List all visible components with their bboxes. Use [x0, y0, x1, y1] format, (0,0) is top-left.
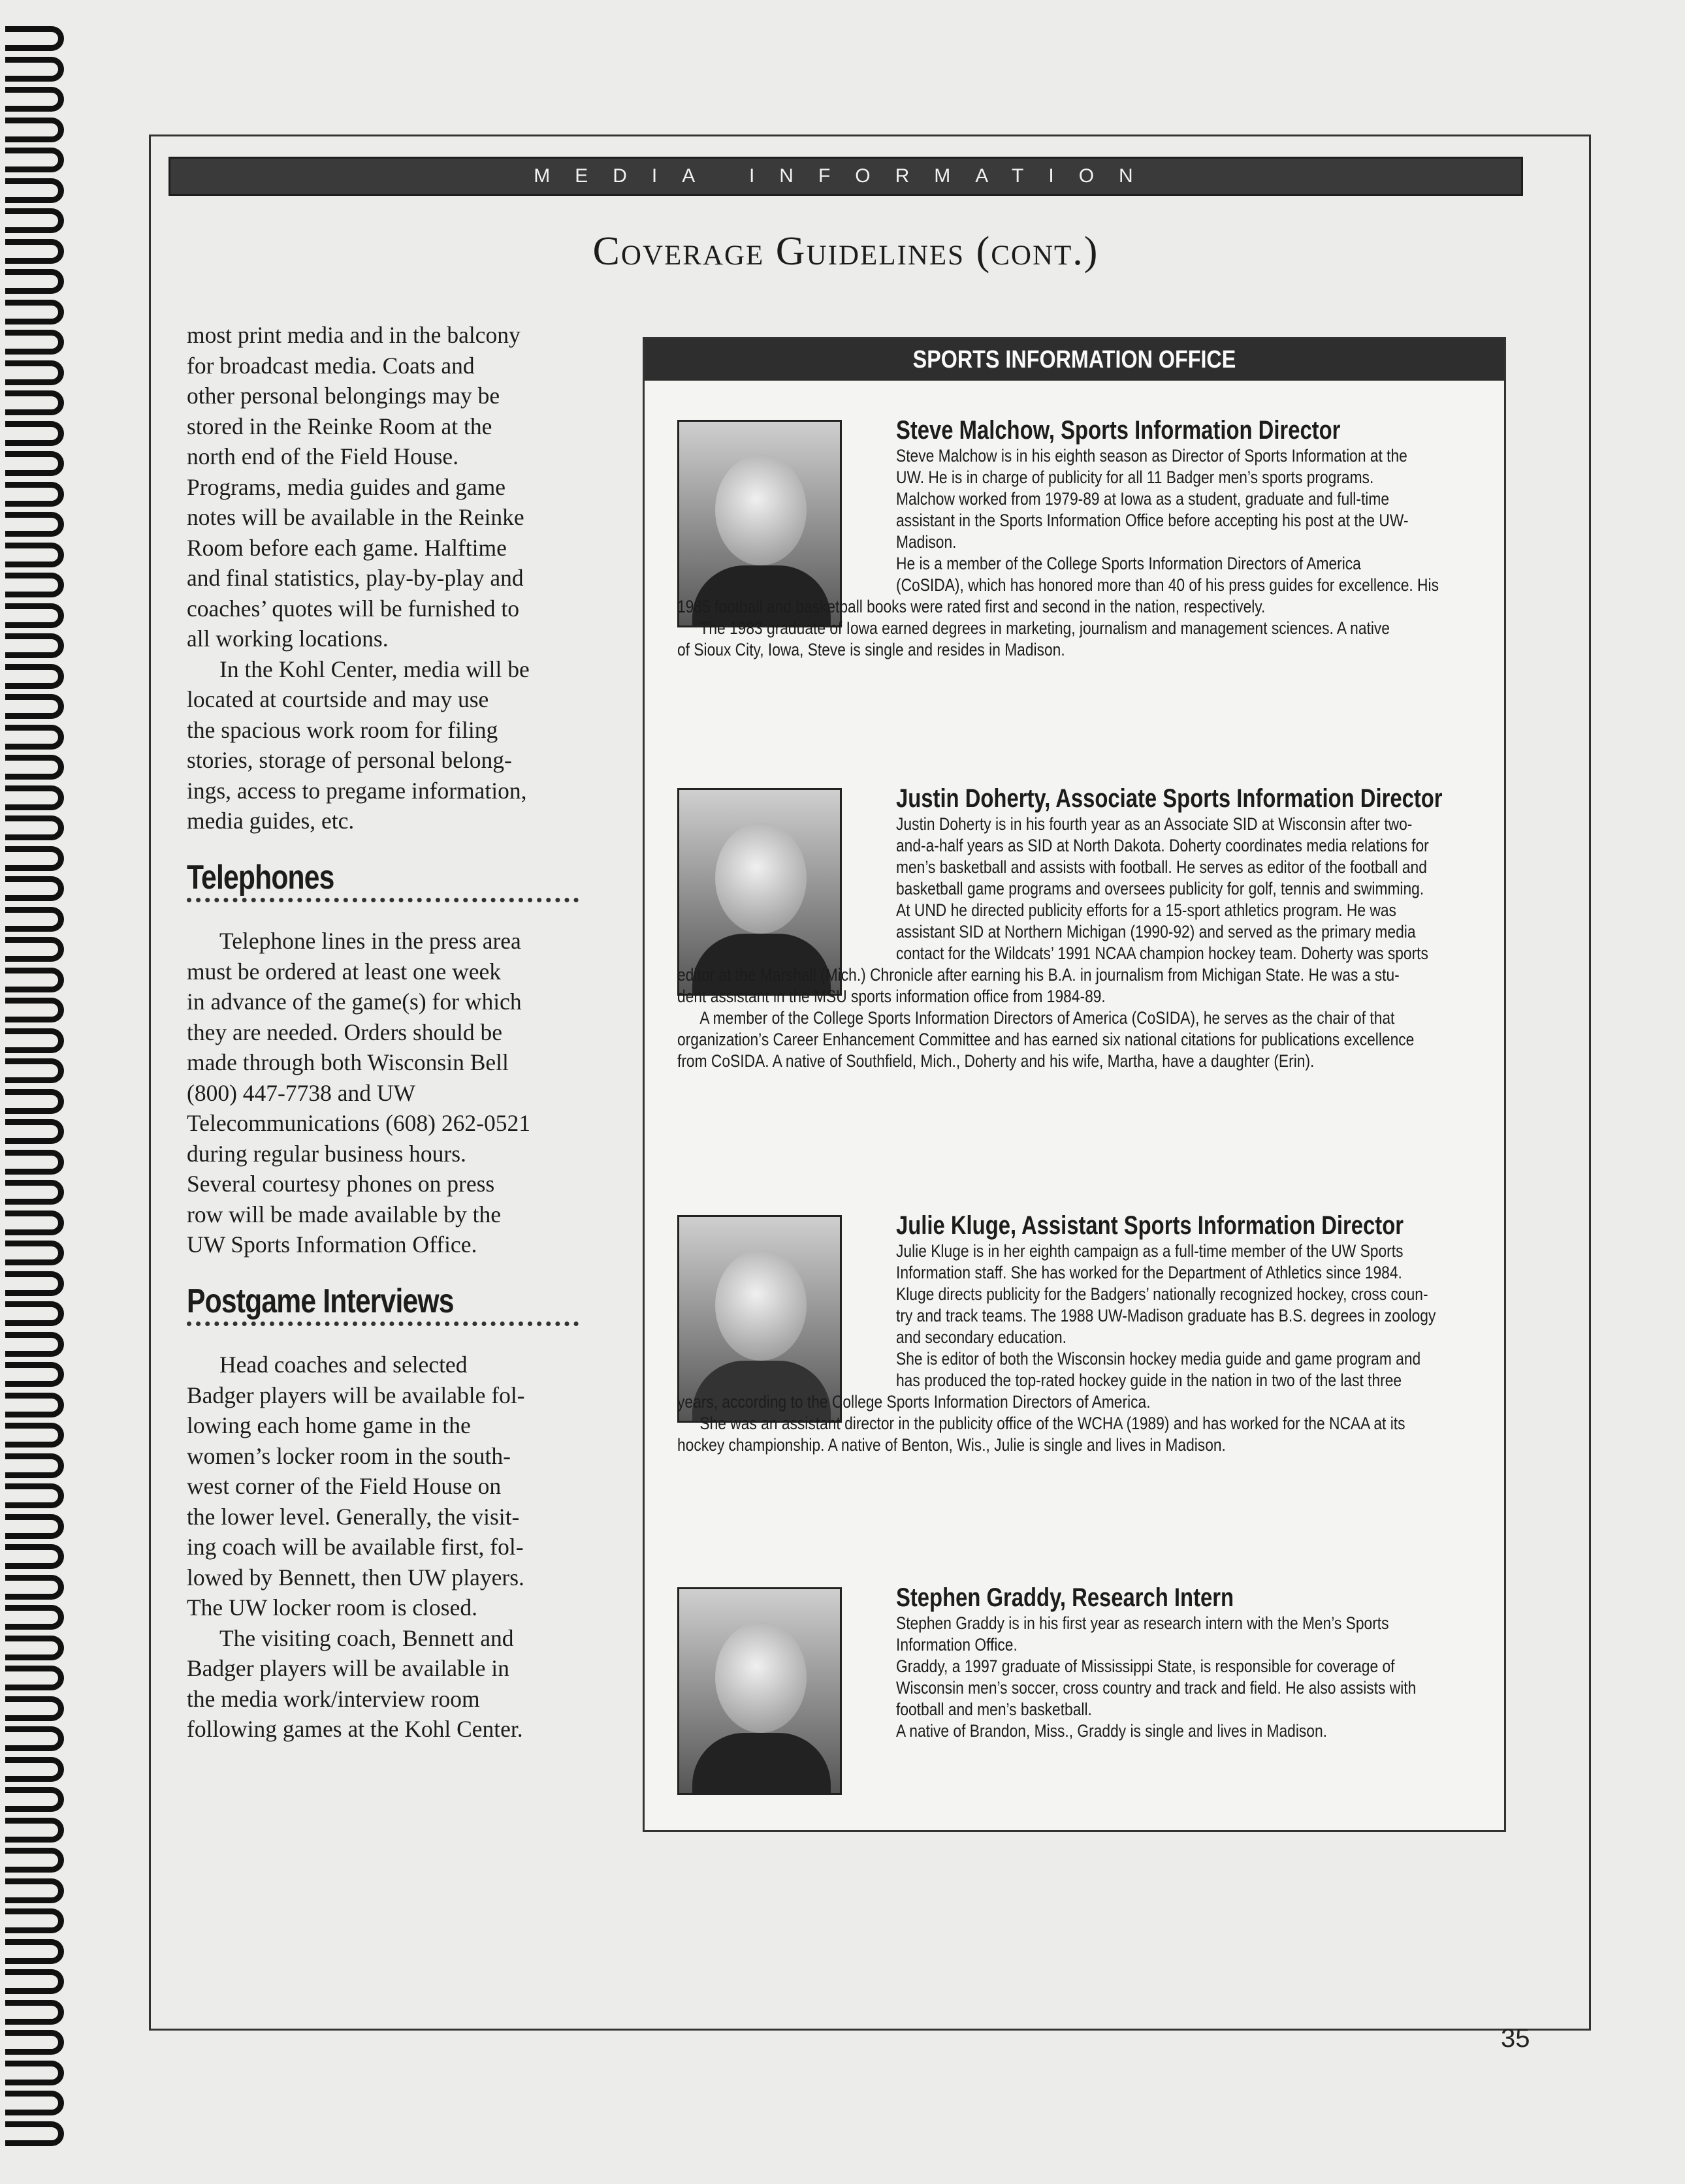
text-line: notes will be available in the Reinke [187, 504, 524, 530]
text-line: Telecommunications (608) 262-0521 [187, 1110, 530, 1136]
spiral-coil [5, 1969, 64, 1994]
text-line: years, according to the College Sports Information Directors of America. [677, 1392, 1151, 1412]
text-line: Telephone lines in the press area [219, 928, 521, 954]
spiral-coil [5, 1666, 64, 1690]
text-line: lowed by Bennett, then UW players. [187, 1564, 524, 1591]
profile-name: Julie Kluge, Assistant Sports Information Director [896, 1211, 1404, 1240]
text-line: contact for the Wildcats’ 1991 NCAA champion hockey team. Doherty was sports [896, 943, 1428, 963]
sports-information-office-box [643, 337, 1506, 1832]
dotted-rule [187, 898, 579, 902]
spiral-coil [5, 512, 64, 537]
text-line: coaches’ quotes will be furnished to [187, 595, 520, 622]
text-line: Stephen Graddy is in his first year as research intern with the Men’s Sports [896, 1613, 1389, 1633]
text-line: organization’s Career Enhancement Committee and has earned six national citations for publications excellence [677, 1030, 1415, 1049]
text-line: all working locations. [187, 625, 389, 652]
spiral-coil [5, 1757, 64, 1782]
text-line: of Sioux City, Iowa, Steve is single and resides in Madison. [677, 640, 1065, 659]
text-line: A member of the College Sports Information Directors of America (CoSIDA), he serves as the chair of that [699, 1008, 1395, 1028]
text-line: and secondary education. [896, 1327, 1067, 1347]
text-line: has produced the top-rated hockey guide in the nation in two of the last three [896, 1370, 1402, 1390]
text-line: The visiting coach, Bennett and [219, 1624, 514, 1651]
spiral-coil [5, 1544, 64, 1569]
spiral-coil [5, 1150, 64, 1175]
text-line: lowing each home game in the [187, 1412, 471, 1438]
postgame-heading: Postgame Interviews [187, 1282, 454, 1320]
spiral-coil [5, 633, 64, 658]
text-line: during regular business hours. [187, 1140, 466, 1167]
text-line: assistant in the Sports Information Office before accepting his post at the UW- [896, 511, 1409, 530]
spiral-coil [5, 118, 64, 142]
text-line: they are needed. Orders should be [187, 1019, 503, 1045]
spiral-coil [5, 482, 64, 507]
spiral-coil [5, 543, 64, 567]
profile-julie-kluge [677, 1211, 1481, 1456]
text-line: and final statistics, play-by-play and [187, 565, 524, 591]
text-line: from CoSIDA. A native of Southfield, Mich., Doherty and his wife, Martha, have a daughter (Erin). [677, 1051, 1315, 1071]
spiral-coil [5, 755, 64, 780]
telephones-heading: Telephones [187, 858, 334, 896]
text-line: Julie Kluge is in her eighth campaign as a full-time member of the UW Sports [896, 1241, 1404, 1261]
spiral-coil [5, 360, 64, 385]
spiral-binding [0, 26, 72, 2168]
text-line: the media work/interview room [187, 1685, 480, 1712]
spiral-coil [5, 1696, 64, 1721]
text-line: Room before each game. Halftime [187, 534, 507, 561]
spiral-coil [5, 664, 64, 689]
text-line: Graddy, a 1997 graduate of Mississippi State, is responsible for coverage of [896, 1656, 1395, 1676]
spiral-coil [5, 239, 64, 264]
text-line: in advance of the game(s) for which [187, 989, 522, 1015]
text-line: located at courtside and may use [187, 686, 489, 712]
telephones-paragraph [187, 926, 585, 1260]
spiral-coil [5, 968, 64, 992]
spiral-coil [5, 1271, 64, 1296]
text-line: Badger players will be available fol- [187, 1382, 525, 1408]
text-line: made through both Wisconsin Bell [187, 1049, 509, 1075]
spiral-coil [5, 269, 64, 294]
text-line: She was an assistant director in the publicity office of the WCHA (1989) and has worked for the NCAA at its [699, 1414, 1405, 1433]
text-line: dent assistant in the MSU sports information office from 1984-89. [677, 987, 1106, 1006]
text-line: row will be made available by the [187, 1201, 502, 1227]
text-line: Madison. [896, 532, 957, 552]
spiral-coil [5, 390, 64, 415]
spiral-coil [5, 907, 64, 932]
spiral-coil [5, 2061, 64, 2085]
intro-paragraph [187, 320, 585, 654]
visiting-paragraph [187, 1623, 585, 1745]
spiral-coil [5, 1878, 64, 1903]
left-column [187, 320, 585, 1745]
profile-name: Steve Malchow, Sports Information Director [896, 416, 1341, 445]
text-line: In the Kohl Center, media will be [219, 656, 530, 682]
spiral-coil [5, 1241, 64, 1265]
text-line: (CoSIDA), which has honored more than 40 of his press guides for excellence. His [896, 575, 1439, 595]
text-line: the spacious work room for filing [187, 716, 498, 743]
text-line: Steve Malchow is in his eighth season as Director of Sports Information at the [896, 446, 1407, 466]
sio-heading [645, 339, 1504, 381]
text-line: (800) 447-7738 and UW [187, 1079, 415, 1106]
text-line: other personal belongings may be [187, 383, 500, 409]
spiral-coil [5, 1908, 64, 1933]
spiral-coil [5, 1301, 64, 1326]
text-line: stories, storage of personal belong- [187, 747, 512, 773]
text-line: must be ordered at least one week [187, 958, 502, 985]
text-line: and-a-half years as SID at North Dakota. Doherty coordinates media relations for [896, 836, 1429, 855]
spiral-coil [5, 57, 64, 82]
text-line: Head coaches and selected [219, 1352, 468, 1378]
text-line: At UND he directed publicity efforts for a 15-sport athletics program. He was [896, 900, 1396, 920]
text-line: north end of the Field House. [187, 443, 459, 469]
page-title: Coverage Guidelines (cont.) [592, 229, 1099, 274]
text-line: Malchow worked from 1979-89 at Iowa as a student, graduate and full-time [896, 489, 1390, 509]
text-line: A native of Brandon, Miss., Graddy is single and lives in Madison. [896, 1721, 1327, 1741]
spiral-coil [5, 1453, 64, 1478]
spiral-coil [5, 1636, 64, 1660]
spiral-coil [5, 1787, 64, 1812]
spiral-coil [5, 1605, 64, 1630]
text-line: She is editor of both the Wisconsin hockey media guide and game program and [896, 1349, 1421, 1369]
text-line: basketball game programs and oversees publicity for golf, tennis and swimming. [896, 879, 1424, 898]
spiral-coil [5, 2030, 64, 2055]
spiral-coil [5, 1514, 64, 1539]
text-line: Programs, media guides and game [187, 473, 506, 500]
spiral-coil [5, 1393, 64, 1417]
text-line: for broadcast media. Coats and [187, 352, 475, 379]
spiral-coil [5, 1028, 64, 1053]
text-line: hockey championship. A native of Benton, Wis., Julie is single and lives in Madison. [677, 1435, 1226, 1455]
text-line: stored in the Reinke Room at the [187, 413, 492, 439]
text-line: following games at the Kohl Center. [187, 1716, 523, 1742]
spiral-coil [5, 330, 64, 355]
portrait-photo [677, 1587, 842, 1795]
text-line: men’s basketball and assists with football. He serves as editor of the football and [896, 857, 1427, 877]
spiral-coil [5, 725, 64, 750]
dotted-rule [187, 1321, 579, 1326]
text-line: UW. He is in charge of publicity for all 11 Badger men’s sports programs. [896, 467, 1374, 487]
spiral-coil [5, 1089, 64, 1114]
profile-name: Stephen Graddy, Research Intern [896, 1583, 1234, 1612]
spiral-coil [5, 1180, 64, 1205]
spiral-coil [5, 1575, 64, 1600]
text-line: He is a member of the College Sports Information Directors of America [896, 554, 1361, 573]
postgame-paragraph [187, 1350, 585, 1623]
text-line: ings, access to pregame information, [187, 777, 527, 804]
spiral-coil [5, 603, 64, 628]
text-line: the lower level. Generally, the visit- [187, 1503, 520, 1530]
spiral-coil [5, 1848, 64, 1873]
spiral-coil [5, 148, 64, 172]
text-line: Several courtesy phones on press [187, 1171, 495, 1197]
spiral-coil [5, 1211, 64, 1235]
text-line: The 1983 graduate of Iowa earned degrees in marketing, journalism and management sciences. A native [699, 618, 1390, 638]
kohl-paragraph [187, 654, 585, 836]
text-line: Badger players will be available in [187, 1655, 509, 1681]
text-line: Information staff. She has worked for the Department of Athletics since 1984. [896, 1263, 1402, 1282]
text-line: Information Office. [896, 1635, 1018, 1654]
spiral-coil [5, 1362, 64, 1387]
text-line: Justin Doherty is in his fourth year as an Associate SID at Wisconsin after two- [896, 814, 1413, 834]
text-line: UW Sports Information Office. [187, 1231, 477, 1258]
text-line: most print media and in the balcony [187, 322, 521, 348]
spiral-coil [5, 1423, 64, 1448]
spiral-coil [5, 1818, 64, 1843]
text-line: The UW locker room is closed. [187, 1594, 477, 1621]
spiral-coil [5, 694, 64, 719]
profile-name: Justin Doherty, Associate Sports Information Director [896, 784, 1443, 813]
profile-stephen-graddy [677, 1583, 1481, 1742]
spiral-coil [5, 1939, 64, 1964]
spiral-coil [5, 815, 64, 840]
text-line: Wisconsin men’s soccer, cross country and track and field. He also assists with [896, 1678, 1417, 1698]
profile-justin-doherty [677, 784, 1481, 1072]
spiral-coil [5, 998, 64, 1022]
spiral-coil [5, 87, 64, 112]
spiral-coil [5, 876, 64, 901]
text-line: try and track teams. The 1988 UW-Madison graduate has B.S. degrees in zoology [896, 1306, 1436, 1325]
text-line: 1985 football and basketball books were rated first and second in the nation, respectively. [677, 597, 1266, 616]
spiral-coil [5, 26, 64, 51]
profile-steve-malchow [677, 416, 1481, 661]
spiral-coil [5, 785, 64, 810]
page-number: 35 [1501, 2024, 1530, 2053]
spiral-coil [5, 300, 64, 324]
spiral-coil [5, 937, 64, 962]
text-line: west corner of the Field House on [187, 1473, 502, 1499]
spiral-coil [5, 2000, 64, 2025]
sio-heading-text: SPORTS INFORMATION OFFICE [912, 345, 1236, 373]
spiral-coil [5, 2091, 64, 2115]
spiral-coil [5, 208, 64, 233]
spiral-coil [5, 1119, 64, 1144]
spiral-coil [5, 1483, 64, 1508]
text-line: football and men’s basketball. [896, 1700, 1092, 1719]
text-line: editor at the Marshall (Mich.) Chronicle after earning his B.A. in journalism from Michigan State. He was a stu- [677, 965, 1400, 985]
spiral-coil [5, 1726, 64, 1751]
spiral-coil [5, 178, 64, 203]
text-line: women’s locker room in the south- [187, 1442, 511, 1469]
text-line: media guides, etc. [187, 808, 355, 834]
spiral-coil [5, 1058, 64, 1083]
text-line: assistant SID at Northern Michigan (1990-92) and served as the primary media [896, 922, 1416, 942]
text-line: Kluge directs publicity for the Badgers’ nationally recognized hockey, cross coun- [896, 1284, 1428, 1304]
spiral-coil [5, 2121, 64, 2146]
spiral-coil [5, 451, 64, 476]
spiral-coil [5, 1332, 64, 1357]
spiral-coil [5, 846, 64, 871]
spiral-coil [5, 573, 64, 597]
section-banner: MEDIA INFORMATION [168, 157, 1523, 196]
text-line: ing coach will be available first, fol- [187, 1534, 524, 1560]
spiral-coil [5, 421, 64, 446]
